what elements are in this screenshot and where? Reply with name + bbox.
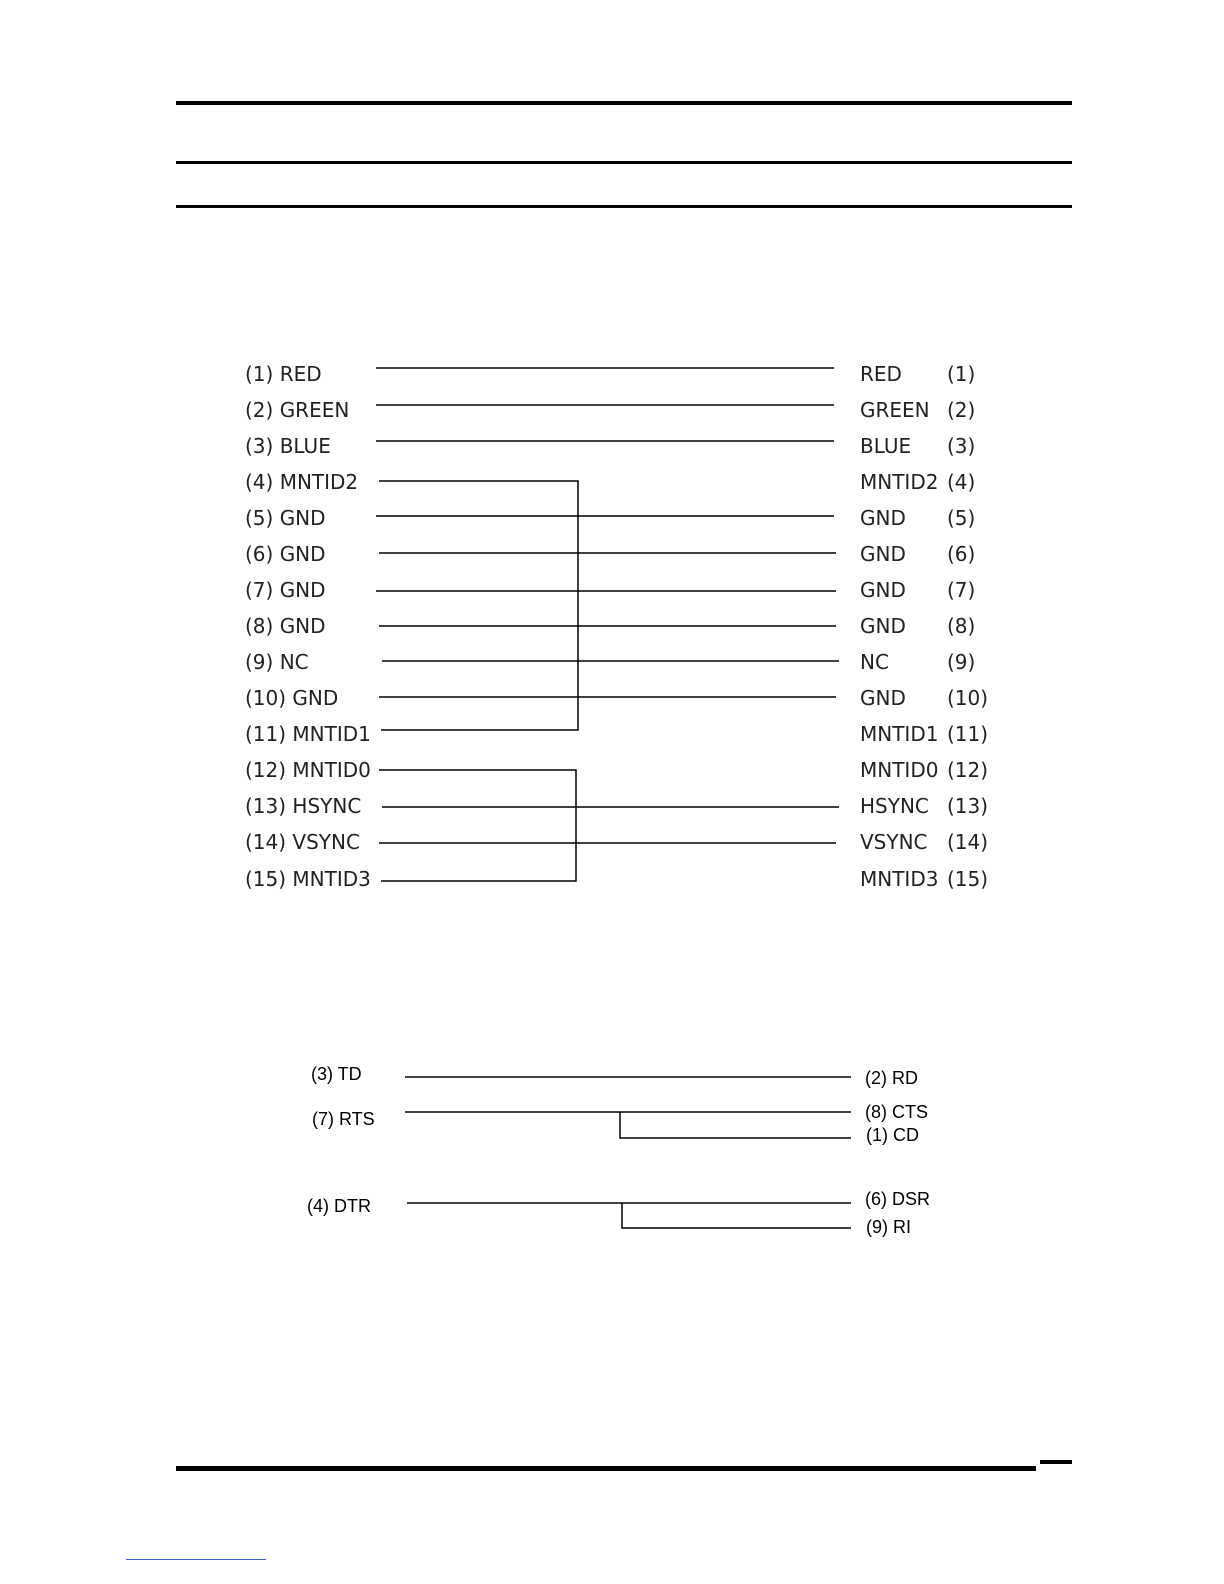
vga-right-signal-4: MNTID2 <box>860 470 939 494</box>
vga-right-pin-8: (8) <box>947 614 976 638</box>
vga-right-pin-3: (3) <box>947 434 976 458</box>
vga-left-pin-4: (4) MNTID2 <box>245 470 359 494</box>
vga-right-pin-12: (12) <box>947 758 989 782</box>
serial-left-rts: (7) RTS <box>312 1109 375 1129</box>
vga-right-pin-2: (2) <box>947 398 976 422</box>
vga-right-pin-10: (10) <box>947 686 989 710</box>
vga-right-pin-5: (5) <box>947 506 976 530</box>
vga-right-signal-15: MNTID3 <box>860 867 939 891</box>
vga-right-pin-1: (1) <box>947 362 976 386</box>
vga-right-pin-9: (9) <box>947 650 976 674</box>
vga-right-signal-10: GND <box>860 686 906 710</box>
vga-left-pin-12: (12) MNTID0 <box>245 758 371 782</box>
vga-right-pin-7: (7) <box>947 578 976 602</box>
vga-left-pin-3: (3) BLUE <box>245 434 331 458</box>
vga-left-pin-10: (10) GND <box>245 686 339 710</box>
vga-left-pin-1: (1) RED <box>245 362 322 386</box>
vga-left-pin-7: (7) GND <box>245 578 326 602</box>
vga-right-signal-6: GND <box>860 542 906 566</box>
vga-right-signal-5: GND <box>860 506 906 530</box>
vga-right-pin-11: (11) <box>947 722 989 746</box>
vga-left-pin-2: (2) GREEN <box>245 398 350 422</box>
vga-left-pin-8: (8) GND <box>245 614 326 638</box>
vga-left-pin-11: (11) MNTID1 <box>245 722 371 746</box>
vga-left-pin-5: (5) GND <box>245 506 326 530</box>
vga-right-signal-9: NC <box>860 650 889 674</box>
vga-right-signal-12: MNTID0 <box>860 758 939 782</box>
serial-right-ri: (9) RI <box>866 1217 911 1237</box>
footer-link-underline[interactable] <box>126 1559 266 1560</box>
serial-right-cd: (1) CD <box>866 1125 919 1145</box>
serial-left-td: (3) TD <box>311 1064 362 1084</box>
vga-right-signal-3: BLUE <box>860 434 912 458</box>
vga-right-pin-14: (14) <box>947 830 989 854</box>
vga-right-pin-15: (15) <box>947 867 989 891</box>
vga-left-pin-9: (9) NC <box>245 650 309 674</box>
vga-left-pin-6: (6) GND <box>245 542 326 566</box>
vga-right-pin-6: (6) <box>947 542 976 566</box>
vga-right-pin-13: (13) <box>947 794 989 818</box>
serial-left-dtr: (4) DTR <box>307 1196 371 1216</box>
vga-left-pin-14: (14) VSYNC <box>245 830 360 854</box>
vga-left-pin-15: (15) MNTID3 <box>245 867 371 891</box>
vga-right-signal-8: GND <box>860 614 906 638</box>
vga-right-signal-11: MNTID1 <box>860 722 939 746</box>
serial-branch-cd <box>620 1112 851 1138</box>
vga-right-signal-7: GND <box>860 578 906 602</box>
serial-right-dsr: (6) DSR <box>865 1189 931 1209</box>
vga-right-signal-13: HSYNC <box>860 794 929 818</box>
footer-rule <box>176 1466 1036 1471</box>
vga-right-pin-4: (4) <box>947 470 976 494</box>
vga-left-pin-13: (13) HSYNC <box>245 794 362 818</box>
vga-right-signal-2: GREEN <box>860 398 930 422</box>
vga-right-signal-1: RED <box>860 362 902 386</box>
serial-branch-ri <box>622 1203 851 1228</box>
serial-right-rd: (2) RD <box>865 1068 918 1088</box>
footer-rule-tab <box>1040 1460 1072 1464</box>
vga-right-signal-14: VSYNC <box>860 830 928 854</box>
serial-right-cts: (8) CTS <box>865 1102 928 1122</box>
